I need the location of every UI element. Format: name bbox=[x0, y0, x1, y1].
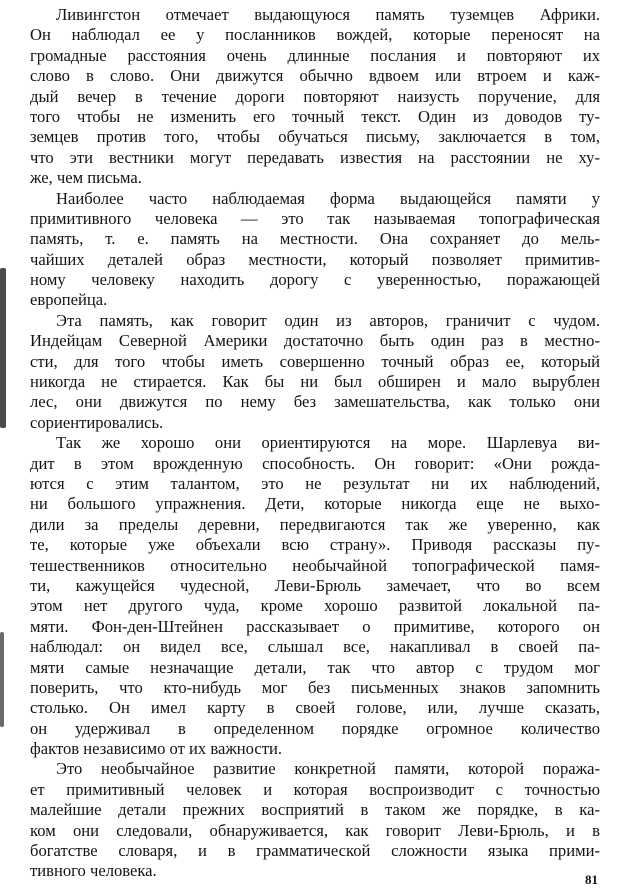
text-line: малейшие детали прежних восприятий в таком же порядке, в ка- bbox=[30, 800, 600, 820]
text-line: память, т. е. память на местности. Она сохраняет до мель- bbox=[30, 229, 600, 249]
text-line: того чтобы не изменить его точный текст. Один из доводов ту- bbox=[30, 106, 600, 126]
text-line: сориентировались. bbox=[30, 412, 164, 432]
text-line: сти, для того чтобы иметь совершенно точный образ ее, который bbox=[30, 351, 600, 371]
text-line: ни большого упражнения. Дети, которые никогда еще не выхо- bbox=[30, 494, 600, 514]
text-line: же, чем письма. bbox=[30, 168, 142, 188]
text-line: ются с этим талантом, это не результат ни их наблюдений, bbox=[30, 473, 600, 493]
text-line: ком они следовали, обнаруживается, как говорит Леви-Брюль, и в bbox=[30, 820, 600, 840]
text-line: дили за пределы деревни, передвигаются так же уверенно, как bbox=[30, 514, 600, 534]
text-line: мяти самые незначащие детали, так что автор с трудом мог bbox=[30, 657, 600, 677]
text-line: лес, они движутся по нему без замешательства, как только они bbox=[30, 392, 600, 412]
text-line: поверить, что кто-нибудь мог без письменных знаков запомнить bbox=[30, 677, 600, 697]
text-line: наблюдал: он видел все, слышал все, накапливал в своей па- bbox=[30, 637, 600, 657]
text-line: земцев против того, чтобы обучаться письму, заключается в том, bbox=[30, 127, 600, 147]
text-line: Ливингстон отмечает выдающуюся память туземцев Африки. bbox=[56, 5, 600, 24]
text-line: европейца. bbox=[30, 290, 108, 310]
text-line: ти, кажущейся чудесной, Леви-Брюль замечает, что во всем bbox=[30, 575, 600, 595]
text-line: ет примитивный человек и которая воспроизводит с точностью bbox=[30, 779, 600, 799]
text-line: богатстве словаря, и в грамматической сложности языка прими- bbox=[30, 841, 600, 861]
scan-edge-shadow bbox=[0, 632, 4, 727]
text-line: дит в этом врожденную способность. Он говорит: «Они рожда- bbox=[30, 453, 600, 473]
text-line: столько. Он имел карту в своей голове, или, лучше сказать, bbox=[30, 698, 600, 718]
text-line: что эти вестники могут передавать известия на расстоянии не ху- bbox=[30, 147, 600, 167]
text-line: фактов независимо от их важности. bbox=[30, 739, 283, 759]
text-line: дый вечер в течение дороги повторяют наизусть поручение, для bbox=[30, 86, 600, 106]
text-line: он удерживал в определенном порядке огромное количество bbox=[30, 718, 600, 738]
text-line: те, которые уже объехали всю страну». Приводя рассказы пу- bbox=[30, 535, 600, 555]
text-line: тивного человека. bbox=[30, 861, 157, 881]
text-line: Наиболее часто наблюдаемая форма выдающейся памяти у bbox=[56, 188, 600, 208]
text-line: ному человеку находить дорогу с уверенностью, поражающей bbox=[30, 270, 600, 290]
page-number: 81 bbox=[585, 872, 598, 887]
text-line: Так же хорошо они ориентируются на море. Шарлевуа ви- bbox=[56, 433, 600, 453]
scan-edge-shadow bbox=[0, 268, 6, 428]
text-line: никогда не стирается. Как бы ни был обширен и мало вырублен bbox=[30, 372, 600, 392]
text-line: этом нет другого чуда, кроме хорошо развитой локальной па- bbox=[30, 596, 600, 616]
text-line: тешественников относительно необычайной топографической памя- bbox=[30, 555, 600, 575]
text-line: мяти. Фон-ден-Штейнен рассказывает о примитиве, которого он bbox=[30, 616, 600, 636]
text-line: примитивного человека — это так называемая топографическая bbox=[30, 208, 600, 228]
text-line: Индейцам Северной Америки достаточно быть один раз в местно- bbox=[30, 331, 600, 351]
text-line: чайших деталей образ местности, который позволяет примитив- bbox=[30, 249, 600, 269]
text-line: громадные расстояния очень длинные послания и повторяют их bbox=[30, 45, 600, 65]
text-line: слово в слово. Они движутся обычно вдвоем или втроем и каж- bbox=[30, 66, 600, 86]
text-line: Он наблюдал ее у посланников вождей, которые переносят на bbox=[30, 25, 600, 45]
body-text bbox=[30, 5, 600, 882]
text-line: Эта память, как говорит один из авторов, граничит с чудом. bbox=[56, 310, 600, 330]
text-line: Это необычайное развитие конкретной памяти, которой поража- bbox=[56, 759, 600, 779]
